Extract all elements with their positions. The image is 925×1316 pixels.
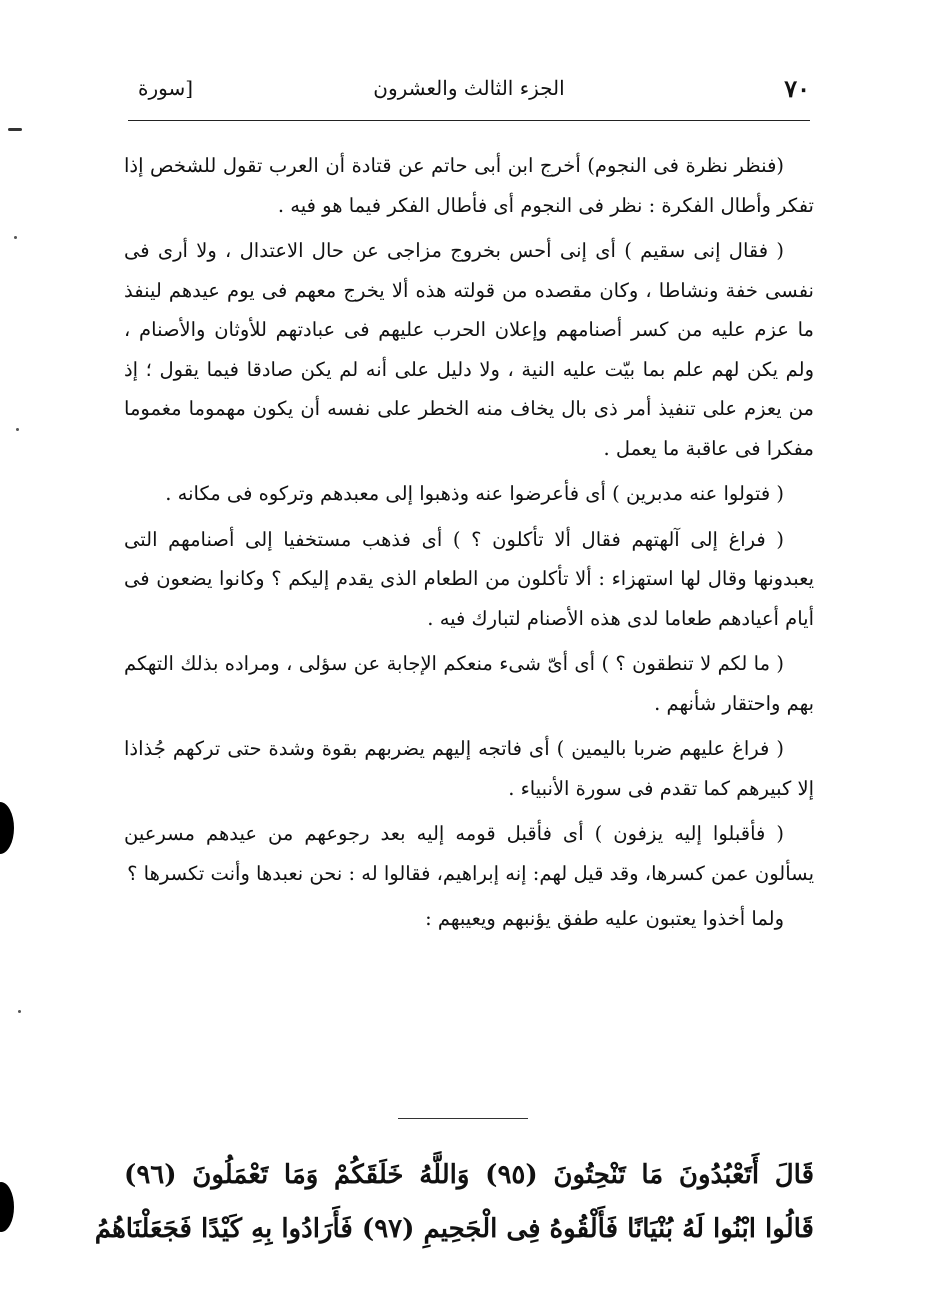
section-divider (398, 1118, 528, 1119)
verse-line: قَالَ أَتَعْبُدُونَ مَا تَنْحِتُونَ (٩٥) وَاللَّهُ خَلَقَكُمْ وَمَا تَعْمَلُونَ (٩٦) (124, 1160, 814, 1190)
page-header (128, 70, 810, 114)
margin-speck (18, 1010, 21, 1013)
commentary-text (124, 146, 814, 939)
verse-line: قَالُوا ابْنُوا لَهُ بُنْيَانًا فَأَلْقُوهُ فِى الْجَحِيمِ (٩٧) فَأَرَادُوا بِهِ كَيْدًا فَجَعَلْنَاهُمُ (94, 1214, 814, 1244)
margin-speck (16, 428, 19, 431)
paragraph: ( ما لكم لا تنطقون ؟ ) أى أىّ شىء منعكم الإجابة عن سؤلى ، ومراده بذلك التهكم بهم واحتقار شأنهم . (124, 652, 814, 715)
paragraph: (فنظر نظرة فى النجوم) أخرج ابن أبى حاتم عن قتادة أن العرب تقول للشخص إذا تفكر وأطال الفكرة : نظر فى النجوم أى فأطال الفكر فيما هو فيه . (124, 154, 814, 217)
paragraph: ( فراغ إلى آلهتهم فقال ألا تأكلون ؟ ) أى فذهب مستخفيا إلى أصنامهم التى يعبدونها وقال لها استهزاء : ألا تأكلون من الطعام الذى يقدم إليكم ؟ وكانوا يضعون فى أيام أعيادهم طعاما لدى هذه الأصنام لتبارك فيه . (124, 527, 814, 630)
page-number: ٧٠ (784, 74, 810, 103)
paragraph: ( فأقبلوا إليه يزفون ) أى فأقبل قومه إليه بعد رجوعهم من عيدهم مسرعين يسألون عمن كسرها، وقد قيل لهم: إنه إبراهيم، فقالوا له : نحن نعبدها وأنت تكسرها ؟ (124, 822, 814, 885)
quran-verses (94, 1148, 814, 1256)
paragraph: ولما أخذوا يعتبون عليه طفق يؤنبهم ويعيبهم : (425, 907, 784, 930)
paragraph: ( فتولوا عنه مدبرين ) أى فأعرضوا عنه وذهبوا إلى معبدهم وتركوه فى مكانه . (165, 482, 784, 505)
header-rule (128, 120, 810, 121)
paragraph: ( فراغ عليهم ضربا باليمين ) أى فاتجه إليهم يضربهم بقوة وشدة حتى تركهم جُذاذا إلا كبيرهم كما تقدم فى سورة الأنبياء . (124, 737, 814, 800)
margin-speck (14, 236, 17, 239)
sura-label: [سورة (138, 76, 194, 100)
paragraph: ( فقال إنى سقيم ) أى إنى أحس بخروج مزاجى عن حال الاعتدال ، ولا أرى فى نفسى خفة ونشاطا ، وكان مقصده من قولته هذه ألا يخرج معهم فى يوم عيدهم لينفذ ما عزم عليه من كسر أصنامهم وإعلان الحرب عليهم فى عبادتهم للأوثان والأصنام ، ولم يكن لهم علم بما بيّت عليه النية ، ولا دليل على أنه لم يكن صادقا فيما يقول ؛ إذ من يعزم على تنفيذ أمر ذى بال يخاف منه الخطر على نفسه أن يكون مهموما مغموما مفكرا فى عاقبة ما يعمل . (124, 239, 814, 460)
margin-blot-top (0, 802, 14, 854)
margin-speck (8, 128, 22, 131)
running-title: الجزء الثالث والعشرون (373, 76, 565, 100)
margin-blot-bottom (0, 1182, 14, 1232)
